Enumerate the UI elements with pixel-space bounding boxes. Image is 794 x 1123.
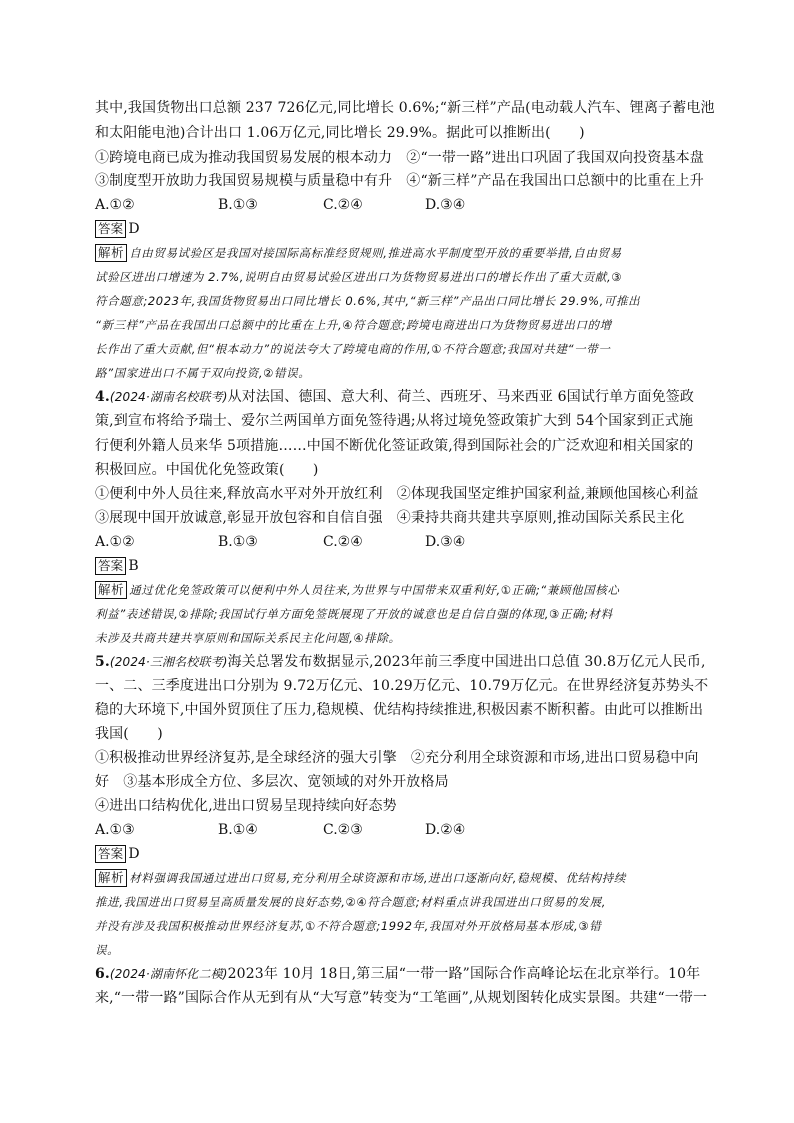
q5-stem-line-3: 稳的大环境下,中国外贸顶住了压力,稳规模、优结构持续推进,积极因素不断积蓄。由此可以推断出: [95, 702, 704, 718]
q4-answer: B: [128, 558, 139, 574]
q3-analysis-line-6: 路”国家进出口不属于双向投资,②错误。: [95, 366, 311, 380]
q4-stem-line-1: 4.(2024·湖南名校联考)从对法国、德国、意大利、荷兰、西班牙、马来西亚 6国试行单方面免签政: [95, 389, 695, 405]
q3-option-b: B.①③: [218, 197, 258, 213]
answer-tag: 答案: [95, 845, 126, 863]
analysis-tag: 解析: [95, 581, 127, 599]
q4-analysis-line-2: 利益”表述错误,②排除;我国试行单方面免签既展现了开放的诚意也是自信自强的体现,③正确;材料: [95, 607, 613, 621]
q3-option-a: A.①②: [95, 197, 135, 213]
q5-stem-line-1: 5.(2024·三湘名校联考)海关总署发布数据显示,2023年前三季度中国进出口总值 30.8万亿元人民币,: [95, 654, 706, 670]
q5-answer-row: [95, 844, 140, 864]
q4-answer-row: [95, 556, 139, 576]
q5-stem-line-2: 一、二、三季度进出口分别为 9.72万亿元、10.29万亿元、10.79万亿元。在世界经济复苏势头不: [95, 678, 709, 694]
q5-analysis-line-2: 推进,我国进出口贸易呈高质量发展的良好态势,②④符合题意;材料重点讲我国进出口贸易的发展,: [95, 895, 606, 909]
q3-option-d: D.③④: [425, 197, 466, 213]
answer-tag: 答案: [95, 220, 126, 238]
q5-analysis-line-1: 解析 材料强调我国通过进出口贸易,充分利用全球资源和市场,进出口逐渐向好,稳规模、优结构持续: [95, 868, 626, 888]
analysis-tag: 解析: [95, 244, 127, 262]
q4-source: (2024·湖南名校联考): [109, 390, 228, 404]
q3-item-line-2: ③制度型开放助力我国贸易规模与质量稳中有升 ④“新三样”产品在我国出口总额中的比重在上升: [95, 173, 704, 189]
q5-item-line-2: 好 ③基本形成全方位、多层次、宽领域的对外开放格局: [95, 774, 449, 790]
q5-option-d: D.②④: [425, 822, 466, 838]
q4-analysis-line-1: 解析 通过优化免签政策可以便利中外人员往来,为世界与中国带来双重利好,①正确;“兼顾他国核心: [95, 580, 619, 600]
q6-stem-line-2: 来,“一带一路”国际合作从无到有从“大写意”转变为“工笔画”,从规划图转化成实景图。共建“一带一: [95, 990, 708, 1006]
q4-analysis-line-3: 未涉及共商共建共享原则和国际关系民主化问题,④排除。: [95, 631, 401, 645]
q3-option-c: C.②④: [323, 197, 363, 213]
q5-source: (2024·三湘名校联考): [109, 655, 228, 669]
q3-analysis-line-5: 长作出了重大贡献,但“根本动力”的说法夸大了跨境电商的作用,①不符合题意;我国对共建“一带一: [95, 342, 611, 356]
q5-option-c: C.②③: [323, 822, 363, 838]
q3-analysis-line-2: 试验区进出口增速为 2.7%,说明自由贸易试验区进出口为货物贸易进出口的增长作出了重大贡献,③: [95, 270, 623, 284]
q5-analysis-line-4: 误。: [95, 943, 120, 957]
q4-option-d: D.③④: [425, 534, 466, 550]
q3-analysis-line-4: “新三样”产品在我国出口总额中的比重在上升,④符合题意;跨境电商进出口为货物贸易进出口的增: [95, 318, 612, 332]
q3-analysis-line-1: 解析 自由贸易试验区是我国对接国际高标准经贸规则,推进高水平制度型开放的重要举措,自由贸易: [95, 243, 622, 263]
q4-stem-line-2: 策,到宣布将给予瑞士、爱尔兰两国单方面免签待遇;从将过境免签政策扩大到 54个国家到正式施: [95, 413, 694, 429]
q3-item-line-1: ①跨境电商已成为推动我国贸易发展的根本动力 ②“一带一路”进出口巩固了我国双向投资基本盘: [95, 150, 704, 166]
q4-option-b: B.①③: [218, 534, 258, 550]
q5-number: 5.: [95, 654, 110, 670]
q6-source: (2024·湖南怀化二模): [109, 967, 228, 981]
q3-answer: D: [128, 221, 140, 237]
q4-stem-line-4: 积极回应。中国优化免签政策( ): [95, 462, 319, 478]
q3-analysis-line-3: 符合题意;2023年,我国货物贸易出口同比增长 0.6%,其中,“新三样”产品出口同比增长 29.9%,可推出: [95, 294, 641, 308]
q6-stem-line-1: 6.(2024·湖南怀化二模)2023年 10月 18日,第三届“一带一路”国际合作高峰论坛在北京举行。10年: [95, 966, 701, 982]
q4-option-c: C.②④: [323, 534, 363, 550]
q5-option-a: A.①③: [95, 822, 135, 838]
q3-stem-line-1: 其中,我国货物出口总额 237 726亿元,同比增长 0.6%;“新三样”产品(电动载人汽车、锂离子蓄电池: [95, 100, 715, 116]
q3-answer-row: [95, 219, 140, 239]
q5-item-line-3: ④进出口结构优化,进出口贸易呈现持续向好态势: [95, 798, 397, 814]
q5-stem-line-4: 我国( ): [95, 726, 163, 742]
q5-answer: D: [128, 846, 140, 862]
q5-analysis-line-3: 并没有涉及我国积极推动世界经济复苏,①不符合题意;1992年,我国对外开放格局基本形成,③错: [95, 919, 602, 933]
analysis-tag: 解析: [95, 869, 127, 887]
q4-number: 4.: [95, 389, 110, 405]
answer-tag: 答案: [95, 557, 126, 575]
q4-item-line-2: ③展现中国开放诚意,彰显开放包容和自信自强 ④秉持共商共建共享原则,推动国际关系民主化: [95, 510, 685, 526]
q4-item-line-1: ①便利中外人员往来,释放高水平对外开放红利 ②体现我国坚定维护国家利益,兼顾他国核心利益: [95, 486, 699, 502]
q6-number: 6.: [95, 966, 110, 982]
q5-option-b: B.①④: [218, 822, 258, 838]
q4-option-a: A.①②: [95, 534, 135, 550]
q3-stem-line-2: 和太阳能电池)合计出口 1.06万亿元,同比增长 29.9%。据此可以推断出( ): [95, 125, 585, 141]
q5-item-line-1: ①积极推动世界经济复苏,是全球经济的强大引擎 ②充分利用全球资源和市场,进出口贸易稳中向: [95, 750, 699, 766]
q4-stem-line-3: 行便利外籍人员来华 5项措施……中国不断优化签证政策,得到国际社会的广泛欢迎和相关国家的: [95, 438, 694, 454]
